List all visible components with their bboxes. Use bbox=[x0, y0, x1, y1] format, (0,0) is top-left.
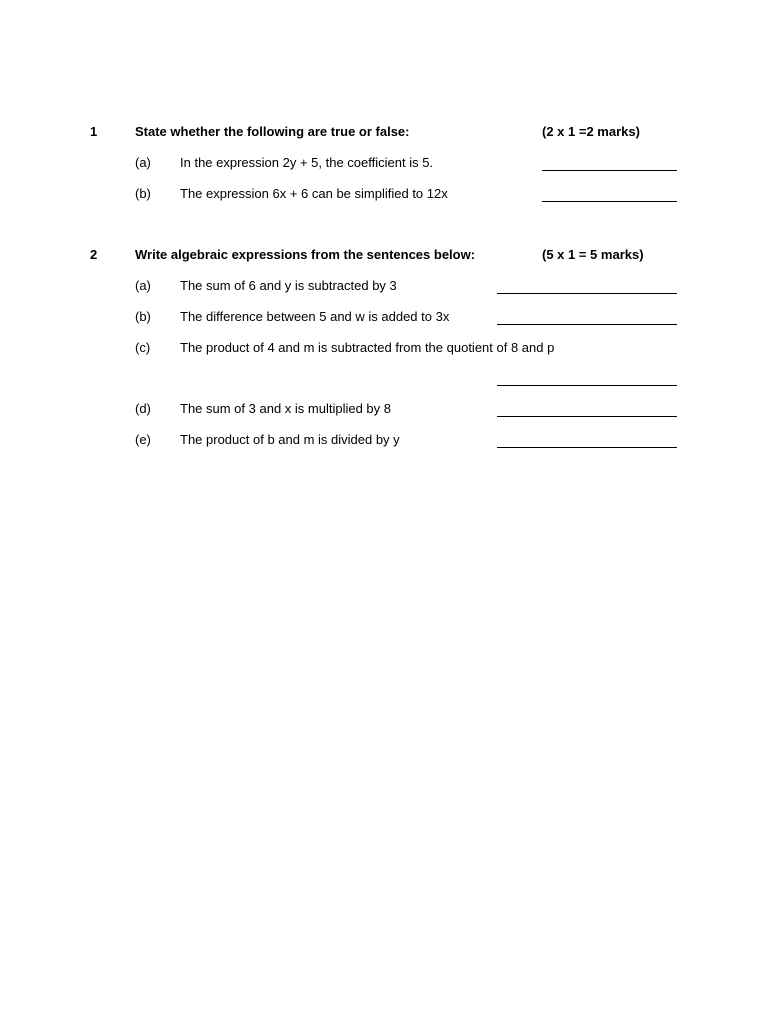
question-1-marks: (2 x 1 =2 marks) bbox=[542, 124, 640, 139]
question-1-number: 1 bbox=[90, 124, 98, 139]
answer-line-1a[interactable] bbox=[542, 170, 677, 171]
question-1-title: State whether the following are true or false: bbox=[135, 124, 410, 139]
answer-line-2b[interactable] bbox=[497, 324, 677, 325]
question-2a-label: (a) bbox=[135, 278, 151, 293]
question-1a-label: (a) bbox=[135, 155, 151, 170]
question-2b-text: The difference between 5 and w is added to 3x bbox=[180, 309, 450, 324]
question-2d-text: The sum of 3 and x is multiplied by 8 bbox=[180, 401, 391, 416]
answer-line-2c[interactable] bbox=[497, 385, 677, 386]
question-2c-text: The product of 4 and m is subtracted from the quotient of 8 and p bbox=[180, 340, 555, 355]
question-2e-label: (e) bbox=[135, 432, 151, 447]
question-2b-label: (b) bbox=[135, 309, 151, 324]
question-2d-label: (d) bbox=[135, 401, 151, 416]
question-2e-text: The product of b and m is divided by y bbox=[180, 432, 400, 447]
answer-line-2e[interactable] bbox=[497, 447, 677, 448]
answer-line-1b[interactable] bbox=[542, 201, 677, 202]
question-2-title: Write algebraic expressions from the sentences below: bbox=[135, 247, 476, 262]
question-1b-label: (b) bbox=[135, 186, 151, 201]
question-2-marks: (5 x 1 = 5 marks) bbox=[542, 247, 644, 262]
answer-line-2d[interactable] bbox=[497, 416, 677, 417]
question-1a-text: In the expression 2y + 5, the coefficient is 5. bbox=[180, 155, 434, 170]
question-2c-label: (c) bbox=[135, 340, 151, 355]
question-2-number: 2 bbox=[90, 247, 98, 262]
answer-line-2a[interactable] bbox=[497, 293, 677, 294]
question-2a-text: The sum of 6 and y is subtracted by 3 bbox=[180, 278, 397, 293]
question-1b-text: The expression 6x + 6 can be simplified to 12x bbox=[180, 186, 448, 201]
